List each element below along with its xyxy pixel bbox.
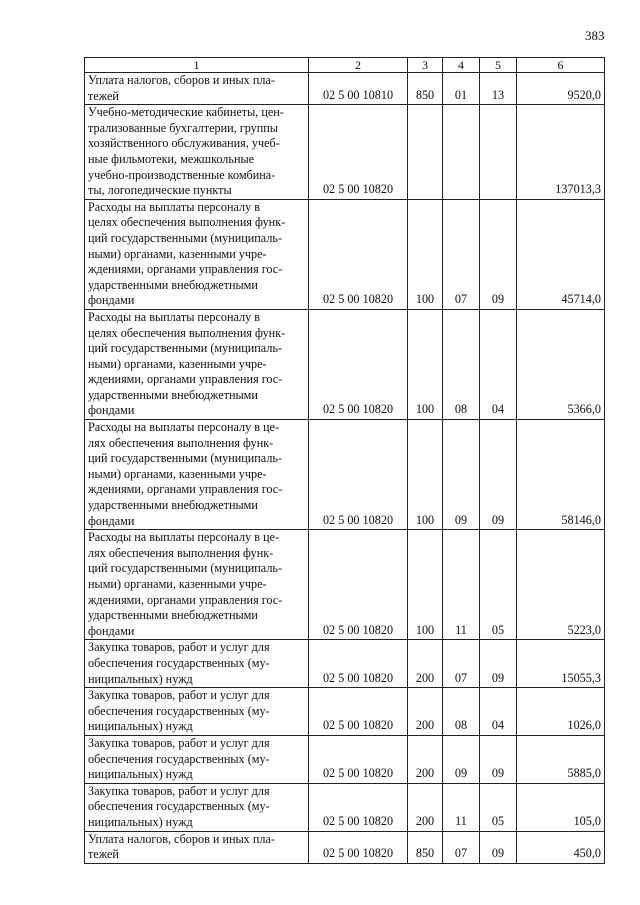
amount-cell: 15055,3 [517,640,605,688]
expense-type-cell: 100 [408,530,443,640]
page-number: 383 [585,28,605,43]
subsection-cell: 09 [480,640,517,688]
item-name-line: Закупка товаров, работ и услуг для [88,783,270,798]
item-name-line: ниципальных) нужд [88,671,193,686]
item-name-cell [85,105,309,200]
target-article-cell: 02 5 00 10820 [309,309,408,419]
item-name-line: ций государственными (муниципаль- [88,451,283,466]
item-name-line: Расходы на выплаты персоналу в це- [88,530,280,545]
expense-type-cell: 850 [408,831,443,863]
amount-cell: 45714,0 [517,199,605,309]
item-name-line: ударственными внебюджетными [88,387,258,402]
subsection-cell: 04 [480,688,517,736]
section-cell [443,105,480,200]
column-header: 3 [408,58,443,73]
table-row [85,199,605,309]
table-row [85,420,605,530]
item-name-line: ударственными внебюджетными [88,277,258,292]
table-row [85,688,605,736]
item-name-line: трализованные бухгалтерии, группы [88,120,278,135]
subsection-cell: 09 [480,420,517,530]
table-row [85,640,605,688]
item-name-cell [85,73,309,105]
subsection-cell: 05 [480,783,517,831]
subsection-cell: 13 [480,73,517,105]
item-name-line: целях обеспечения выполнения функ- [88,215,286,230]
item-name-line: ударственными внебюджетными [88,608,258,623]
expense-type-cell: 100 [408,199,443,309]
expense-type-cell: 200 [408,735,443,783]
item-name-line: фондами [88,293,135,308]
section-cell: 08 [443,309,480,419]
item-name-cell [85,309,309,419]
subsection-cell: 04 [480,309,517,419]
table-row [85,73,605,105]
column-header: 6 [517,58,605,73]
section-cell: 08 [443,688,480,736]
item-name-line: ные фильмотеки, межшкольные [88,151,255,166]
item-name-line: Расходы на выплаты персоналу в це- [88,420,280,435]
section-cell: 07 [443,199,480,309]
item-name-line: фондами [88,403,135,418]
item-name-line: ниципальных) нужд [88,719,193,734]
item-name-line: ударственными внебюджетными [88,498,258,513]
item-name-line: фондами [88,623,135,638]
target-article-cell: 02 5 00 10820 [309,640,408,688]
expense-type-cell: 850 [408,73,443,105]
item-name-cell [85,688,309,736]
amount-cell: 1026,0 [517,688,605,736]
item-name-line: ждениями, органами управления гос- [88,482,283,497]
expense-type-cell [408,105,443,200]
item-name-line: обеспечения государственных (му- [88,751,270,766]
item-name-line: ными) органами, казенными учре- [88,577,267,591]
amount-cell: 58146,0 [517,420,605,530]
amount-cell: 137013,3 [517,105,605,200]
item-name-line: Закупка товаров, работ и услуг для [88,688,270,703]
table-body [85,73,605,864]
item-name-line: Закупка товаров, работ и услуг для [88,735,270,750]
table-row [85,309,605,419]
item-name-line: обеспечения государственных (му- [88,703,270,718]
item-name-line: ты, логопедические пункты [88,183,232,198]
item-name-line: целях обеспечения выполнения функ- [88,325,286,340]
budget-table [84,57,605,864]
amount-cell: 105,0 [517,783,605,831]
expense-type-cell: 100 [408,309,443,419]
table-row [85,783,605,831]
item-name-cell [85,831,309,863]
expense-type-cell: 100 [408,420,443,530]
item-name-line: ными) органами, казенными учре- [88,246,267,261]
amount-cell: 450,0 [517,831,605,863]
section-cell: 11 [443,530,480,640]
target-article-cell: 02 5 00 10820 [309,530,408,640]
item-name-line: Закупка товаров, работ и услуг для [88,640,270,655]
item-name-line: тежей [88,88,119,103]
item-name-line: лях обеспечения выполнения функ- [88,435,274,450]
item-name-line: Учебно-методические кабинеты, цен- [88,105,284,120]
item-name-line: ными) органами, казенными учре- [88,356,267,371]
section-cell: 07 [443,640,480,688]
section-cell: 11 [443,783,480,831]
column-header: 4 [443,58,480,73]
item-name-cell [85,530,309,640]
item-name-line: лях обеспечения выполнения функ- [88,545,274,560]
item-name-cell [85,640,309,688]
target-article-cell: 02 5 00 10820 [309,735,408,783]
target-article-cell: 02 5 00 10820 [309,199,408,309]
item-name-line: фондами [88,513,135,528]
amount-cell: 5366,0 [517,309,605,419]
section-cell: 09 [443,735,480,783]
subsection-cell: 09 [480,831,517,863]
expense-type-cell: 200 [408,783,443,831]
item-name-line: ниципальных) нужд [88,767,193,782]
column-header: 5 [480,58,517,73]
subsection-cell: 09 [480,735,517,783]
item-name-line: ций государственными (муниципаль- [88,341,283,356]
item-name-line: Расходы на выплаты персоналу в [88,199,260,214]
table-row [85,105,605,200]
table-row [85,530,605,640]
amount-cell: 5885,0 [517,735,605,783]
subsection-cell: 09 [480,199,517,309]
expense-type-cell: 200 [408,688,443,736]
item-name-line: ждениями, органами управления гос- [88,372,283,387]
item-name-line: обеспечения государственных (му- [88,799,270,814]
item-name-line: хозяйственного обслуживания, учеб- [88,136,280,151]
column-header: 1 [85,58,309,73]
subsection-cell [480,105,517,200]
table-row [85,735,605,783]
item-name-line: ными) органами, казенными учре- [88,466,267,481]
section-cell: 07 [443,831,480,863]
item-name-line: тежей [88,847,119,862]
target-article-cell: 02 5 00 10820 [309,831,408,863]
table-row [85,831,605,863]
subsection-cell: 05 [480,530,517,640]
section-cell: 01 [443,73,480,105]
section-cell: 09 [443,420,480,530]
amount-cell: 5223,0 [517,530,605,640]
item-name-line: Уплата налогов, сборов и иных пла- [88,73,275,87]
item-name-line: Уплата налогов, сборов и иных пла- [88,831,275,846]
expense-type-cell: 200 [408,640,443,688]
item-name-line: ций государственными (муниципаль- [88,561,283,576]
item-name-cell [85,783,309,831]
item-name-line: Расходы на выплаты персоналу в [88,309,260,324]
item-name-cell [85,420,309,530]
target-article-cell: 02 5 00 10810 [309,73,408,105]
column-header: 2 [309,58,408,73]
item-name-line: обеспечения государственных (му- [88,655,270,670]
amount-cell: 9520,0 [517,73,605,105]
item-name-line: ждениями, органами управления гос- [88,592,283,607]
item-name-line: ниципальных) нужд [88,814,193,829]
target-article-cell: 02 5 00 10820 [309,420,408,530]
item-name-line: учебно-производственные комбина- [88,167,276,182]
item-name-cell [85,735,309,783]
table-header-row [85,58,605,73]
item-name-line: ций государственными (муниципаль- [88,230,283,245]
item-name-cell [85,199,309,309]
target-article-cell: 02 5 00 10820 [309,105,408,200]
target-article-cell: 02 5 00 10820 [309,783,408,831]
target-article-cell: 02 5 00 10820 [309,688,408,736]
item-name-line: ждениями, органами управления гос- [88,262,283,277]
